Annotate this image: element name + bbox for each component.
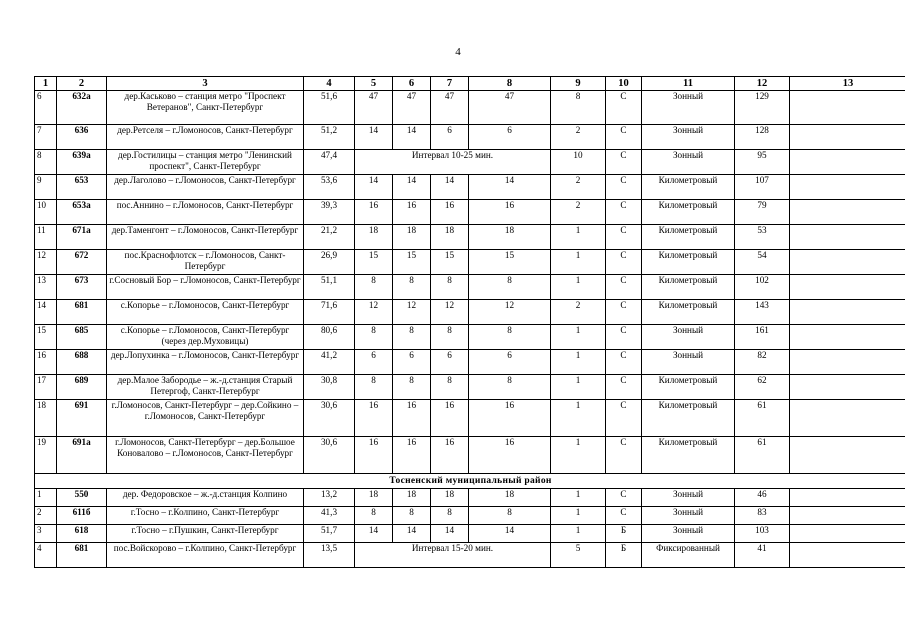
- fare-type: Километровый: [642, 225, 735, 250]
- trips-value: 6: [431, 125, 469, 150]
- total-value: 107: [735, 175, 790, 200]
- trips-value: 8: [355, 375, 393, 400]
- row-number: 16: [35, 350, 57, 375]
- route-number: 673: [57, 275, 107, 300]
- route-path: г.Тосно – г.Колпино, Санкт-Петербург: [107, 507, 304, 525]
- fare-type: Зонный: [642, 525, 735, 543]
- total-value: 102: [735, 275, 790, 300]
- total-value: 53: [735, 225, 790, 250]
- route-number: 639а: [57, 150, 107, 175]
- fare-type: Километровый: [642, 300, 735, 325]
- fare-type: Километровый: [642, 437, 735, 474]
- row-number: 13: [35, 275, 57, 300]
- trips-value: 14: [469, 525, 551, 543]
- table-row: [35, 325, 905, 350]
- empty-cell: [790, 507, 905, 525]
- trips-value: 14: [355, 125, 393, 150]
- fare-type: Зонный: [642, 91, 735, 125]
- trips-value: 16: [431, 200, 469, 225]
- route-number: 681: [57, 543, 107, 568]
- table-row: [35, 437, 905, 474]
- col-header: 3: [107, 77, 304, 91]
- total-value: 61: [735, 400, 790, 437]
- trips-value: 18: [393, 489, 431, 507]
- route-length: 30,6: [304, 400, 355, 437]
- vehicles-value: 1: [551, 275, 606, 300]
- route-length: 39,3: [304, 200, 355, 225]
- route-number: 632а: [57, 91, 107, 125]
- route-path: дер.Малое Забородье – ж.-д.станция Старый Петергоф, Санкт-Петербург: [107, 375, 304, 400]
- vehicle-class: С: [606, 250, 642, 275]
- route-length: 71,6: [304, 300, 355, 325]
- trips-value: 8: [393, 275, 431, 300]
- vehicle-class: С: [606, 400, 642, 437]
- route-length: 30,6: [304, 437, 355, 474]
- vehicle-class: С: [606, 225, 642, 250]
- row-number: 1: [35, 489, 57, 507]
- empty-cell: [790, 489, 905, 507]
- trips-value: 18: [469, 489, 551, 507]
- trips-value: 8: [393, 375, 431, 400]
- table-row: [35, 150, 905, 175]
- empty-cell: [790, 400, 905, 437]
- empty-cell: [790, 437, 905, 474]
- col-header: 6: [393, 77, 431, 91]
- header-row: [35, 77, 905, 91]
- table-row: [35, 275, 905, 300]
- trips-value: 8: [431, 507, 469, 525]
- row-number: 6: [35, 91, 57, 125]
- route-path: г.Сосновый Бор – г.Ломоносов, Санкт-Петербург: [107, 275, 304, 300]
- fare-type: Зонный: [642, 507, 735, 525]
- route-path: пос.Краснофлотск – г.Ломоносов, Санкт-Петербург: [107, 250, 304, 275]
- row-number: 15: [35, 325, 57, 350]
- section-title: Тосненский муниципальный район: [35, 474, 905, 489]
- route-path: пос.Аннино – г.Ломоносов, Санкт-Петербург: [107, 200, 304, 225]
- fare-type: Зонный: [642, 150, 735, 175]
- col-header: 5: [355, 77, 393, 91]
- trips-value: 16: [355, 437, 393, 474]
- route-number: 611б: [57, 507, 107, 525]
- route-path: пос.Войскорово – г.Колпино, Санкт-Петербург: [107, 543, 304, 568]
- route-length: 41,3: [304, 507, 355, 525]
- fare-type: Зонный: [642, 489, 735, 507]
- vehicle-class: С: [606, 175, 642, 200]
- trips-value: 16: [393, 437, 431, 474]
- row-number: 17: [35, 375, 57, 400]
- vehicle-class: Б: [606, 525, 642, 543]
- fare-type: Зонный: [642, 125, 735, 150]
- empty-cell: [790, 543, 905, 568]
- trips-value: 47: [431, 91, 469, 125]
- route-path: с.Копорье – г.Ломоносов, Санкт-Петербург (через дер.Муховицы): [107, 325, 304, 350]
- vehicle-class: С: [606, 200, 642, 225]
- route-number: 671а: [57, 225, 107, 250]
- vehicles-value: 1: [551, 437, 606, 474]
- route-number: 636: [57, 125, 107, 150]
- col-header: 4: [304, 77, 355, 91]
- trips-value: 8: [431, 275, 469, 300]
- vehicle-class: С: [606, 350, 642, 375]
- trips-value: 14: [431, 525, 469, 543]
- trips-value: 18: [393, 225, 431, 250]
- route-path: дер.Каськово – станция метро "Проспект Ветеранов", Санкт-Петербург: [107, 91, 304, 125]
- col-header: 7: [431, 77, 469, 91]
- trips-value: 8: [431, 325, 469, 350]
- route-length: 53,6: [304, 175, 355, 200]
- vehicles-value: 1: [551, 225, 606, 250]
- total-value: 54: [735, 250, 790, 275]
- route-length: 51,7: [304, 525, 355, 543]
- fare-type: Километровый: [642, 400, 735, 437]
- trips-value: 6: [431, 350, 469, 375]
- total-value: 41: [735, 543, 790, 568]
- route-length: 13,2: [304, 489, 355, 507]
- route-number: 618: [57, 525, 107, 543]
- col-header: 13: [790, 77, 905, 91]
- table-row: [35, 250, 905, 275]
- route-path: г.Ломоносов, Санкт-Петербург – дер.Большое Коновалово – г.Ломоносов, Санкт-Петербург: [107, 437, 304, 474]
- trips-value: 16: [469, 437, 551, 474]
- route-length: 13,5: [304, 543, 355, 568]
- row-number: 2: [35, 507, 57, 525]
- table-row: [35, 125, 905, 150]
- vehicle-class: С: [606, 437, 642, 474]
- trips-value: 8: [431, 375, 469, 400]
- total-value: 143: [735, 300, 790, 325]
- empty-cell: [790, 250, 905, 275]
- vehicle-class: С: [606, 91, 642, 125]
- routes-table: [34, 76, 905, 568]
- trips-value: 14: [431, 175, 469, 200]
- row-number: 11: [35, 225, 57, 250]
- trips-value: 6: [393, 350, 431, 375]
- row-number: 14: [35, 300, 57, 325]
- fare-type: Километровый: [642, 200, 735, 225]
- empty-cell: [790, 275, 905, 300]
- fare-type: Километровый: [642, 275, 735, 300]
- table-row: [35, 507, 905, 525]
- vehicles-value: 2: [551, 175, 606, 200]
- empty-cell: [790, 525, 905, 543]
- empty-cell: [790, 125, 905, 150]
- trips-value: 47: [469, 91, 551, 125]
- total-value: 103: [735, 525, 790, 543]
- col-header: 9: [551, 77, 606, 91]
- trips-value: 16: [393, 200, 431, 225]
- vehicles-value: 2: [551, 300, 606, 325]
- total-value: 61: [735, 437, 790, 474]
- empty-cell: [790, 325, 905, 350]
- fare-type: Километровый: [642, 175, 735, 200]
- total-value: 62: [735, 375, 790, 400]
- vehicles-value: 1: [551, 489, 606, 507]
- interval-note: Интервал 15-20 мин.: [355, 543, 551, 568]
- vehicle-class: С: [606, 275, 642, 300]
- route-length: 26,9: [304, 250, 355, 275]
- vehicles-value: 8: [551, 91, 606, 125]
- row-number: 9: [35, 175, 57, 200]
- route-number: 689: [57, 375, 107, 400]
- trips-value: 8: [469, 325, 551, 350]
- route-path: дер.Лаголово – г.Ломоносов, Санкт-Петербург: [107, 175, 304, 200]
- vehicle-class: С: [606, 125, 642, 150]
- trips-value: 6: [355, 350, 393, 375]
- route-number: 685: [57, 325, 107, 350]
- vehicles-value: 1: [551, 375, 606, 400]
- table-row: [35, 225, 905, 250]
- vehicle-class: С: [606, 300, 642, 325]
- route-length: 21,2: [304, 225, 355, 250]
- vehicles-value: 1: [551, 525, 606, 543]
- table-row: [35, 350, 905, 375]
- vehicles-value: 2: [551, 200, 606, 225]
- row-number: 7: [35, 125, 57, 150]
- route-length: 80,6: [304, 325, 355, 350]
- row-number: 4: [35, 543, 57, 568]
- vehicles-value: 1: [551, 350, 606, 375]
- empty-cell: [790, 175, 905, 200]
- trips-value: 18: [431, 489, 469, 507]
- route-path: дер.Ретселя – г.Ломоносов, Санкт-Петербург: [107, 125, 304, 150]
- interval-note: Интервал 10-25 мин.: [355, 150, 551, 175]
- table-row: [35, 175, 905, 200]
- col-header: 12: [735, 77, 790, 91]
- trips-value: 15: [431, 250, 469, 275]
- total-value: 79: [735, 200, 790, 225]
- col-header: 1: [35, 77, 57, 91]
- trips-value: 18: [355, 489, 393, 507]
- route-length: 51,1: [304, 275, 355, 300]
- fare-type: Километровый: [642, 375, 735, 400]
- route-number: 653а: [57, 200, 107, 225]
- trips-value: 16: [393, 400, 431, 437]
- route-length: 30,8: [304, 375, 355, 400]
- trips-value: 14: [393, 525, 431, 543]
- trips-value: 14: [355, 175, 393, 200]
- trips-value: 6: [469, 350, 551, 375]
- trips-value: 12: [431, 300, 469, 325]
- vehicle-class: С: [606, 489, 642, 507]
- route-path: г.Ломоносов, Санкт-Петербург – дер.Сойкино – г.Ломоносов, Санкт-Петербург: [107, 400, 304, 437]
- vehicle-class: С: [606, 507, 642, 525]
- total-value: 128: [735, 125, 790, 150]
- vehicles-value: 1: [551, 325, 606, 350]
- route-number: 653: [57, 175, 107, 200]
- fare-type: Километровый: [642, 250, 735, 275]
- trips-value: 6: [469, 125, 551, 150]
- route-path: дер.Лопухинка – г.Ломоносов, Санкт-Петербург: [107, 350, 304, 375]
- table-row: [35, 200, 905, 225]
- trips-value: 15: [393, 250, 431, 275]
- vehicle-class: С: [606, 325, 642, 350]
- table-row: [35, 91, 905, 125]
- route-length: 47,4: [304, 150, 355, 175]
- route-path: г.Тосно – г.Пушкин, Санкт-Петербург: [107, 525, 304, 543]
- row-number: 8: [35, 150, 57, 175]
- fare-type: Фиксированный: [642, 543, 735, 568]
- section-row: [35, 474, 905, 489]
- trips-value: 12: [355, 300, 393, 325]
- trips-value: 18: [469, 225, 551, 250]
- total-value: 46: [735, 489, 790, 507]
- trips-value: 14: [355, 525, 393, 543]
- vehicles-value: 10: [551, 150, 606, 175]
- empty-cell: [790, 200, 905, 225]
- row-number: 18: [35, 400, 57, 437]
- trips-value: 12: [469, 300, 551, 325]
- trips-value: 8: [355, 507, 393, 525]
- route-number: 688: [57, 350, 107, 375]
- fare-type: Зонный: [642, 350, 735, 375]
- vehicles-value: 1: [551, 400, 606, 437]
- trips-value: 18: [431, 225, 469, 250]
- trips-value: 8: [355, 325, 393, 350]
- table-row: [35, 525, 905, 543]
- vehicle-class: С: [606, 375, 642, 400]
- page-number: 4: [455, 46, 461, 58]
- col-header: 10: [606, 77, 642, 91]
- route-path: дер.Таменгонт – г.Ломоносов, Санкт-Петербург: [107, 225, 304, 250]
- empty-cell: [790, 225, 905, 250]
- route-number: 691а: [57, 437, 107, 474]
- route-path: с.Копорье – г.Ломоносов, Санкт-Петербург: [107, 300, 304, 325]
- fare-type: Зонный: [642, 325, 735, 350]
- vehicle-class: С: [606, 150, 642, 175]
- row-number: 3: [35, 525, 57, 543]
- total-value: 83: [735, 507, 790, 525]
- vehicles-value: 5: [551, 543, 606, 568]
- empty-cell: [790, 91, 905, 125]
- route-number: 550: [57, 489, 107, 507]
- empty-cell: [790, 150, 905, 175]
- trips-value: 14: [393, 125, 431, 150]
- total-value: 161: [735, 325, 790, 350]
- empty-cell: [790, 375, 905, 400]
- route-length: 51,2: [304, 125, 355, 150]
- trips-value: 16: [469, 200, 551, 225]
- route-number: 691: [57, 400, 107, 437]
- row-number: 10: [35, 200, 57, 225]
- trips-value: 8: [355, 275, 393, 300]
- trips-value: 16: [431, 400, 469, 437]
- route-number: 681: [57, 300, 107, 325]
- trips-value: 14: [469, 175, 551, 200]
- empty-cell: [790, 300, 905, 325]
- vehicles-value: 1: [551, 507, 606, 525]
- trips-value: 47: [355, 91, 393, 125]
- table-row: [35, 400, 905, 437]
- table-row: [35, 375, 905, 400]
- total-value: 129: [735, 91, 790, 125]
- trips-value: 18: [355, 225, 393, 250]
- table-row: [35, 489, 905, 507]
- vehicles-value: 2: [551, 125, 606, 150]
- route-length: 41,2: [304, 350, 355, 375]
- trips-value: 16: [355, 400, 393, 437]
- col-header: 8: [469, 77, 551, 91]
- row-number: 12: [35, 250, 57, 275]
- table-row: [35, 300, 905, 325]
- trips-value: 8: [469, 375, 551, 400]
- route-length: 51,6: [304, 91, 355, 125]
- empty-cell: [790, 350, 905, 375]
- trips-value: 12: [393, 300, 431, 325]
- total-value: 82: [735, 350, 790, 375]
- trips-value: 8: [393, 507, 431, 525]
- trips-value: 47: [393, 91, 431, 125]
- route-number: 672: [57, 250, 107, 275]
- trips-value: 16: [355, 200, 393, 225]
- col-header: 2: [57, 77, 107, 91]
- trips-value: 14: [393, 175, 431, 200]
- col-header: 11: [642, 77, 735, 91]
- table-row: [35, 543, 905, 568]
- total-value: 95: [735, 150, 790, 175]
- trips-value: 16: [469, 400, 551, 437]
- trips-value: 16: [431, 437, 469, 474]
- vehicles-value: 1: [551, 250, 606, 275]
- vehicle-class: Б: [606, 543, 642, 568]
- route-path: дер. Федоровское – ж.-д.станция Колпино: [107, 489, 304, 507]
- trips-value: 8: [469, 275, 551, 300]
- row-number: 19: [35, 437, 57, 474]
- trips-value: 8: [469, 507, 551, 525]
- trips-value: 8: [393, 325, 431, 350]
- trips-value: 15: [355, 250, 393, 275]
- route-path: дер.Гостилицы – станция метро "Ленинский проспект", Санкт-Петербург: [107, 150, 304, 175]
- trips-value: 15: [469, 250, 551, 275]
